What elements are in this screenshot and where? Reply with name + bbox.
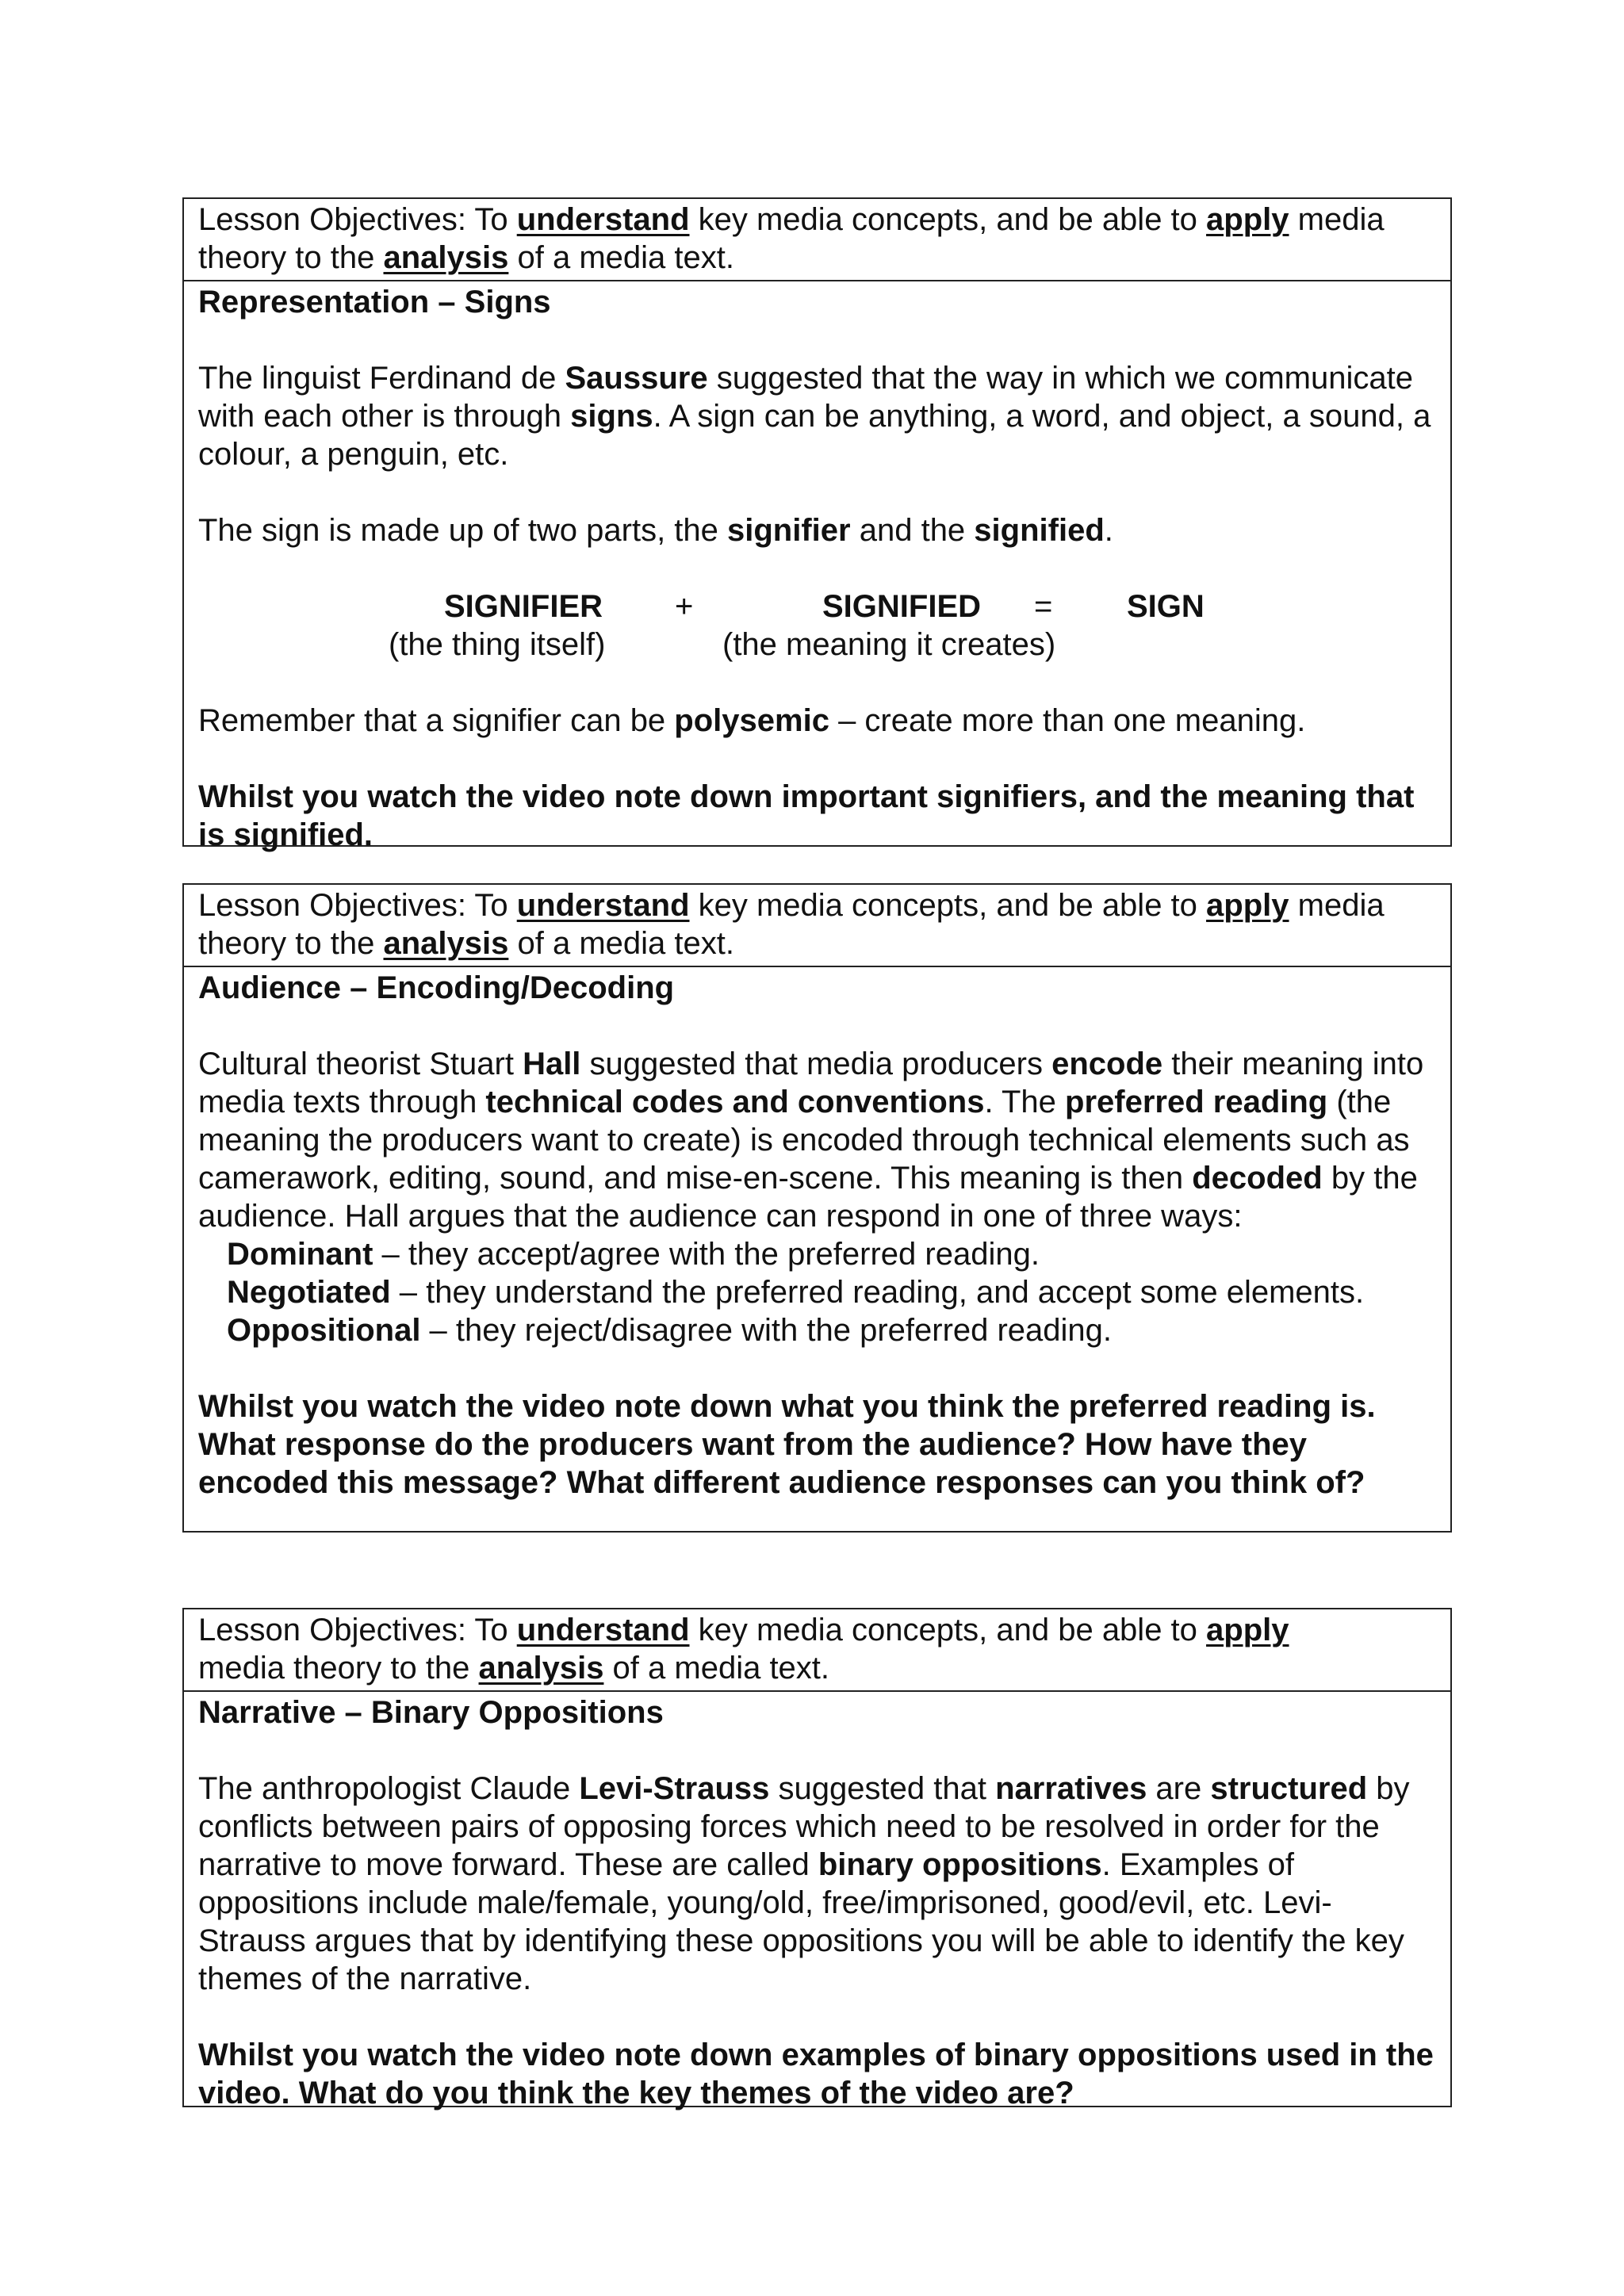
lesson-objectives: Lesson Objectives: To understand key media concepts, and be able to apply media theory to the analysis of a media text. [184,199,1450,281]
paragraph: The anthropologist Claude Levi-Strauss suggested that narratives are structured by conflicts between pairs of opposing forces which need to be resolved in order for the narrative to move forward. These are called binary oppositions. Examples of oppositions include male/female, young/old, free/imprisoned, good/evil, etc. Levi-Strauss argues that by identifying these oppositions you will be able to identify the key themes of the narrative. [198,1771,1410,1996]
section-heading: Representation – Signs [198,285,551,320]
audience-box [182,883,1452,1533]
representation-box [182,197,1452,852]
list-item: Negotiated – they understand the preferred reading, and accept some elements. [227,1275,1365,1310]
signified-label: SIGNIFIED [822,589,982,624]
keyword-analysis: analysis [478,1651,604,1686]
keyword-apply: apply [1206,1613,1289,1647]
sign-label: SIGN [1127,589,1205,624]
task-instruction: Whilst you watch the video note down what you think the preferred reading is. What response do the producers want from the audience? How have they encoded this message? What different audience responses can you think of? [198,1389,1376,1500]
keyword-apply: apply [1206,202,1289,237]
sign-equation [198,587,1436,664]
plus-symbol: + [675,589,694,624]
narrative-box [182,1608,1452,2110]
section-body [184,281,1450,857]
keyword-apply: apply [1206,888,1289,923]
section-body [184,967,1450,1505]
keyword-understand: understand [516,888,690,923]
list-item: Oppositional – they reject/disagree with the preferred reading. [227,1313,1113,1348]
equals-symbol: = [1034,589,1053,624]
signifier-label: SIGNIFIER [444,589,603,624]
keyword-understand: understand [516,202,690,237]
paragraph: Cultural theorist Stuart Hall suggested that media producers encode their meaning into media texts through technical codes and conventions. The preferred reading (the meaning the producers want to create) is encoded through technical elements such as camerawork, editing, sound, and mise-en-scene. This meaning is then decoded by the audience. Hall argues that the audience can respond in one of three ways: [198,1047,1424,1234]
keyword-understand: understand [516,1613,690,1647]
paragraph: The sign is made up of two parts, the signifier and the signified. [198,513,1113,548]
keyword-analysis: analysis [383,926,509,961]
section-heading: Audience – Encoding/Decoding [198,970,675,1005]
lesson-objectives: Lesson Objectives: To understand key media concepts, and be able to apply media theory to the analysis of a media text. [184,1609,1450,1692]
signifier-note: (the thing itself) [389,627,606,662]
section-heading: Narrative – Binary Oppositions [198,1695,664,1730]
section-body [184,1692,1450,2115]
lesson-objectives: Lesson Objectives: To understand key media concepts, and be able to apply media theory to the analysis of a media text. [184,885,1450,967]
signified-note: (the meaning it creates) [722,627,1056,662]
paragraph: Remember that a signifier can be polysemic – create more than one meaning. [198,703,1306,738]
keyword-analysis: analysis [383,240,509,275]
task-instruction: Whilst you watch the video note down examples of binary oppositions used in the video. What do you think the key themes of the video are? [198,2038,1434,2110]
task-instruction: Whilst you watch the video note down important signifiers, and the meaning that is signified. [198,779,1415,852]
list-item: Dominant – they accept/agree with the preferred reading. [227,1237,1040,1272]
paragraph: The linguist Ferdinand de Saussure suggested that the way in which we communicate with each other is through signs. A sign can be anything, a word, and object, a sound, a colour, a penguin, etc. [198,361,1431,472]
